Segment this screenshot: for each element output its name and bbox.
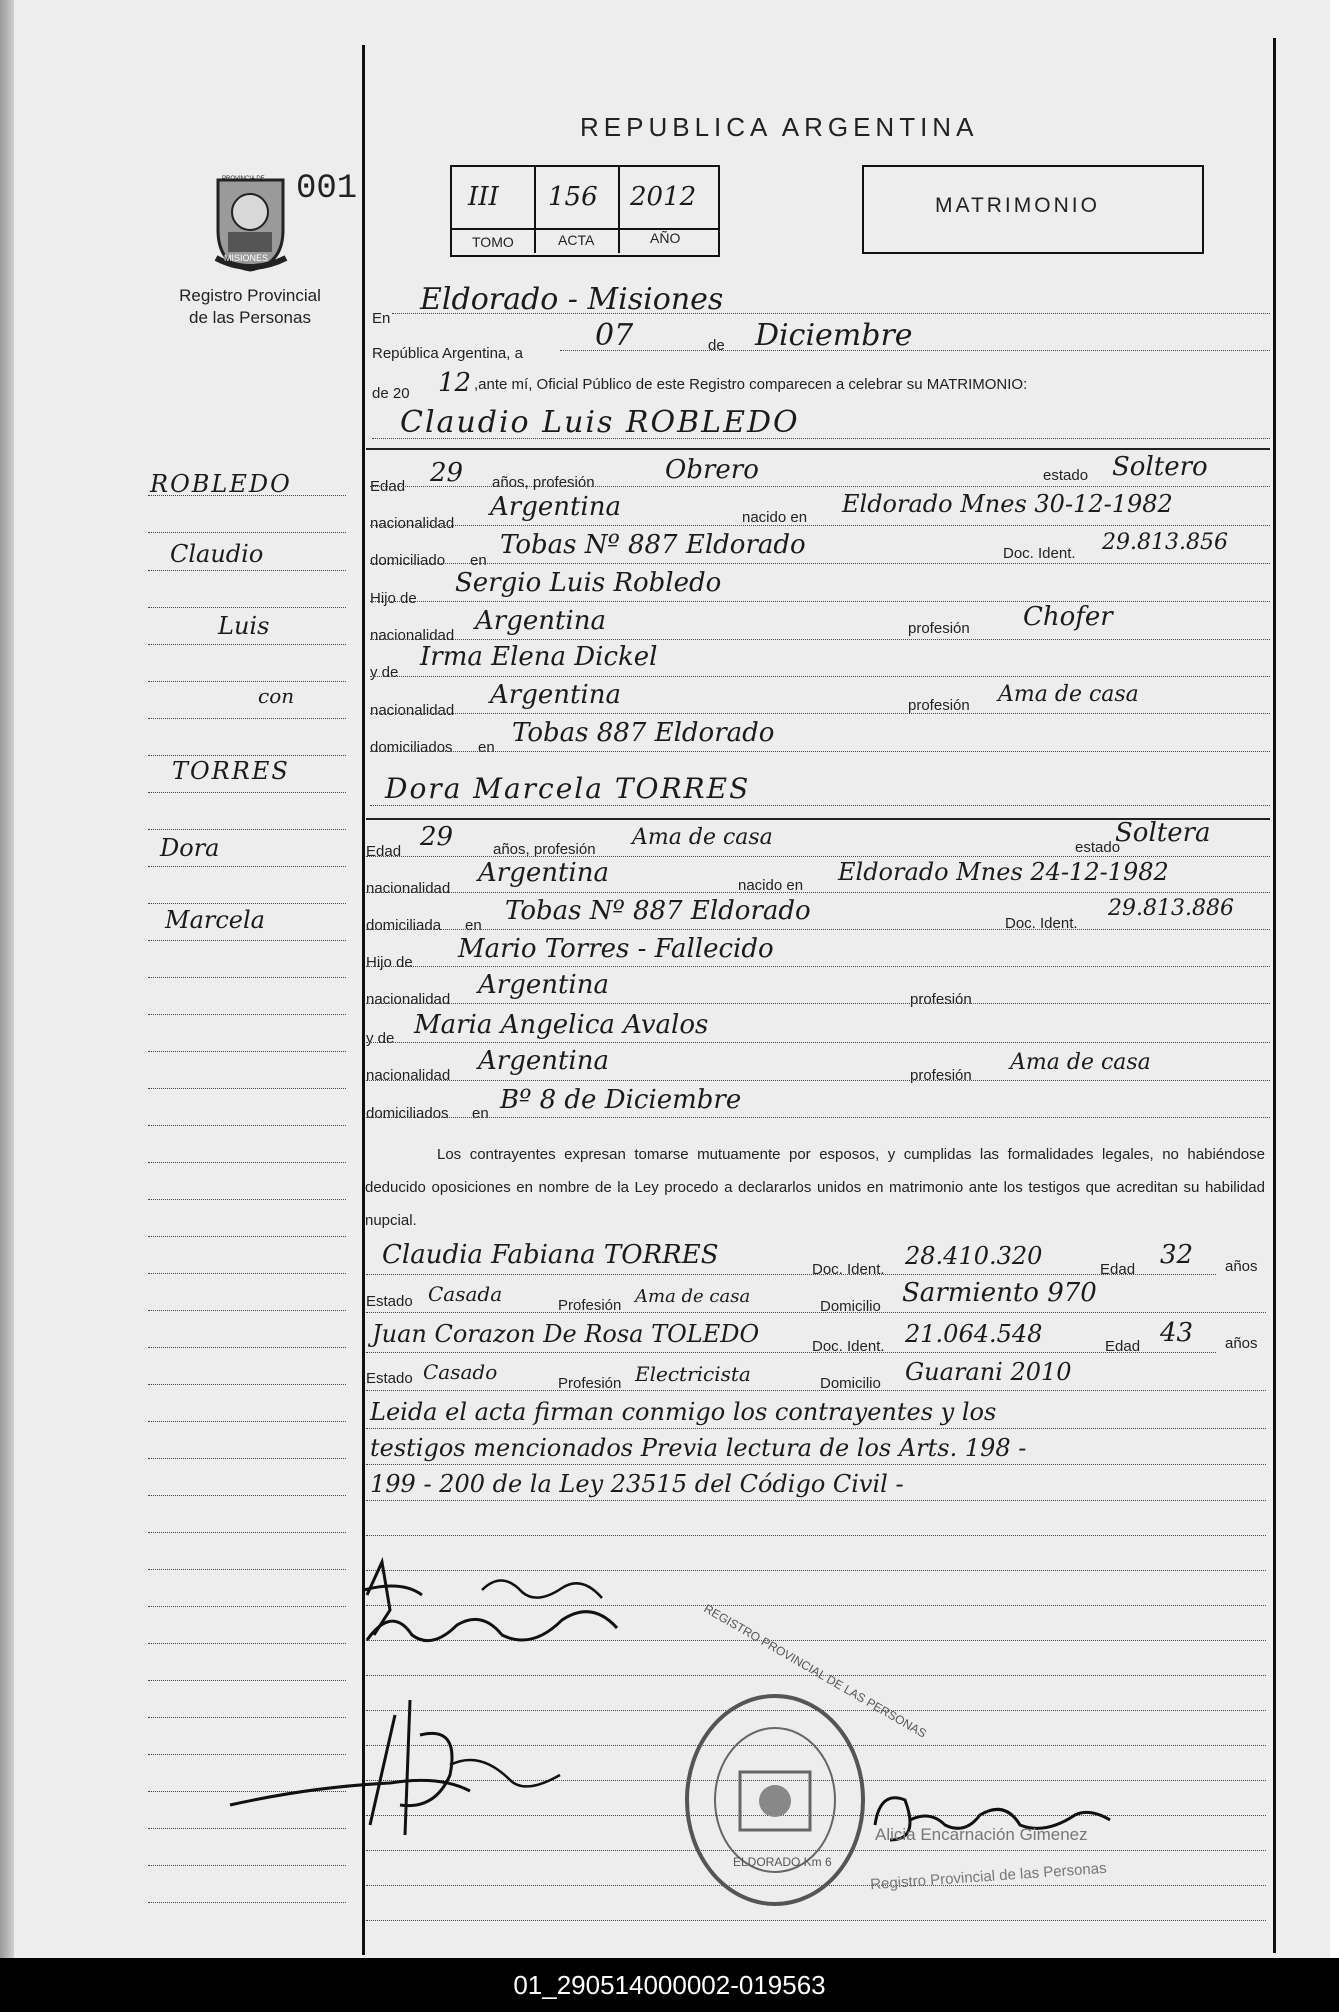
bride-age-label: Edad — [366, 843, 402, 860]
intro-statement: ,ante mí, Oficial Público de este Registro comparecen a celebrar su MATRIMONIO: — [474, 376, 1028, 393]
groom-row-1-line — [370, 486, 1270, 487]
de-label: de — [708, 337, 725, 354]
margin-rule — [148, 681, 346, 682]
margin-rule — [148, 1902, 346, 1903]
bride-row-1-line — [366, 856, 1270, 857]
margin-rule — [148, 1569, 346, 1570]
witness2-domicile: Guarani 2010 — [905, 1358, 1072, 1386]
ref-divider-2 — [618, 167, 620, 253]
right-border — [1273, 38, 1276, 1953]
year-suffix: 12 — [438, 368, 472, 398]
margin-given-name-1: Claudio — [170, 540, 264, 568]
margin-rule — [148, 1643, 346, 1644]
day-value: 07 — [595, 318, 634, 353]
binding-shadow — [0, 0, 14, 1958]
groom-row-6-line — [370, 676, 1270, 677]
groom-row-7-line — [370, 713, 1270, 714]
margin-rule — [148, 1236, 346, 1237]
closing-rule-2 — [366, 1464, 1266, 1465]
closing-rule-1 — [366, 1428, 1266, 1429]
registry-round-stamp-icon — [680, 1690, 870, 1910]
groom-status-label: estado — [1043, 467, 1089, 484]
officer-name: Alicia Encarnación Gimenez — [875, 1825, 1088, 1844]
bride-profession-label: años, profesión — [493, 841, 596, 858]
groom-profession-label: años, profesión — [492, 474, 595, 491]
margin-rule — [148, 644, 346, 645]
groom-doc: 29.813.856 — [1102, 530, 1228, 555]
registry-name: Registro Provincial de las Personas — [179, 286, 321, 327]
margin-rule — [148, 718, 346, 719]
bride-address-label: domiciliada — [366, 917, 442, 934]
seal-number: 001 — [296, 170, 358, 208]
margin-rule — [148, 1199, 346, 1200]
groom-row-3-line — [370, 563, 1270, 564]
groom-name: Claudio Luis ROBLEDO — [400, 405, 800, 440]
witness1-age: 32 — [1160, 1240, 1194, 1270]
margin-rule — [148, 1125, 346, 1126]
bride-mother-label: y de — [366, 1030, 395, 1047]
declaration-paragraph: Los contrayentes expresan tomarse mutuamente por esposos, y cumplidas las formalidades legales, no habiéndose deducido oposiciones en nombre de la Ley procedo a declararlos unidos en matrimonio ante los testigos que acreditan su habilidad nupcial. — [365, 1146, 1265, 1229]
closing-line-2: testigos mencionados Previa lectura de los Arts. 198 - — [370, 1434, 1027, 1462]
bride-nationality-label: nacionalidad — [366, 880, 451, 897]
bride-born: Eldorado Mnes 24-12-1982 — [838, 858, 1169, 886]
stamp-ring-text: REGISTRO PROVINCIAL DE LAS PERSONAS — [701, 1601, 929, 1741]
groom-age: 29 — [430, 458, 464, 488]
groom-name-line — [372, 438, 1270, 439]
scan-footer-id: 01_290514000002-019563 — [0, 1958, 1339, 2012]
margin-surname-groom: ROBLEDO — [150, 470, 292, 498]
witness1-domicile-label: Domicilio — [820, 1298, 881, 1315]
witness1-age-label: Edad — [1100, 1261, 1136, 1278]
acta-label: ACTA — [558, 232, 595, 248]
margin-rule — [148, 829, 346, 830]
closing-rule-3 — [366, 1500, 1266, 1501]
groom-row-8-line — [370, 751, 1270, 752]
place-value: Eldorado - Misiones — [420, 282, 724, 317]
witness2-domicile-label: Domicilio — [820, 1375, 881, 1392]
witness1-anos-label: años — [1225, 1258, 1258, 1275]
margin-rule — [148, 1495, 346, 1496]
bride-father: Mario Torres - Fallecido — [458, 934, 774, 964]
margin-rule — [148, 940, 346, 941]
witness1-doc-label: Doc. Ident. — [812, 1261, 885, 1278]
bride-mother-nationality-label: nacionalidad — [366, 1067, 451, 1084]
margin-rule — [148, 1310, 346, 1311]
bride-father-nationality-label: nacionalidad — [366, 991, 451, 1008]
groom-address-label: domiciliado — [370, 552, 446, 569]
place-line — [392, 313, 1270, 314]
margin-given-name-2: Luis — [218, 612, 270, 640]
bride-mother: Maria Angelica Avalos — [414, 1010, 709, 1040]
margin-rule — [148, 1421, 346, 1422]
bride-address: Tobas Nº 887 Eldorado — [505, 896, 811, 926]
ano-label: AÑO — [650, 230, 681, 246]
witness2-profession-label: Profesión — [558, 1375, 622, 1392]
margin-rule — [148, 1051, 346, 1052]
margin-divider — [362, 45, 365, 1955]
witness2-age: 43 — [1160, 1318, 1194, 1348]
year-prefix: de 20 — [372, 385, 410, 402]
bride-status: Soltera — [1115, 818, 1211, 848]
groom-profession: Obrero — [665, 455, 759, 485]
margin-rule — [148, 1384, 346, 1385]
witness1-profession-label: Profesión — [558, 1297, 622, 1314]
country-title: REPUBLICA ARGENTINA — [580, 112, 979, 142]
groom-mother-nationality-label: nacionalidad — [370, 702, 455, 719]
witness1-name: Claudia Fabiana TORRES — [382, 1240, 719, 1270]
date-line — [560, 350, 1270, 351]
groom-row-2-line — [370, 525, 1270, 526]
groom-mother-profession: Ama de casa — [998, 682, 1139, 707]
ref-divider-1 — [534, 167, 536, 253]
groom-father-nationality-label: nacionalidad — [370, 627, 455, 644]
groom-parents-address: Tobas 887 Eldorado — [512, 718, 775, 748]
margin-conjunction: con — [258, 684, 295, 708]
margin-rule — [148, 1014, 346, 1015]
groom-address: Tobas Nº 887 Eldorado — [500, 530, 806, 560]
margin-rule — [148, 1458, 346, 1459]
margin-rule — [148, 1532, 346, 1533]
margin-rule — [148, 866, 346, 867]
contracting-parties-signatures-icon — [362, 1550, 632, 1660]
groom-status: Soltero — [1112, 452, 1208, 482]
bride-name: Dora Marcela TORRES — [385, 772, 751, 805]
groom-father-profession-label: profesión — [908, 620, 970, 637]
groom-born-label: nacido en — [742, 509, 808, 526]
witness1-line-2 — [366, 1312, 1266, 1313]
groom-mother-label: y de — [370, 664, 399, 681]
bride-mother-profession-label: profesión — [910, 1067, 972, 1084]
groom-row-4-line — [370, 601, 1270, 602]
republica-label: República Argentina, a — [372, 345, 523, 362]
margin-rule — [148, 1865, 346, 1866]
margin-rule — [148, 903, 346, 904]
seal-top-text: PROVINCIA DE — [222, 176, 265, 182]
groom-section-rule — [366, 448, 1270, 450]
groom-nationality: Argentina — [490, 492, 621, 522]
margin-given-name-4: Marcela — [165, 906, 265, 934]
groom-mother-nationality: Argentina — [490, 680, 621, 710]
margin-rule — [148, 755, 346, 756]
bride-profession: Ama de casa — [632, 825, 773, 850]
witness2-name: Juan Corazon De Rosa TOLEDO — [372, 1320, 760, 1348]
record-type-label: MATRIMONIO — [935, 194, 1100, 217]
groom-nationality-label: nacionalidad — [370, 515, 455, 532]
bride-parents-address-en: en — [472, 1105, 489, 1122]
bride-born-label: nacido en — [738, 877, 804, 894]
groom-parents-address-label: domiciliados — [370, 739, 453, 756]
bride-doc: 29.813.886 — [1108, 896, 1234, 921]
tomo-label: TOMO — [472, 234, 514, 250]
bride-age: 29 — [420, 822, 454, 852]
blank-rule — [366, 1535, 1266, 1536]
groom-father-profession: Chofer — [1023, 602, 1113, 632]
bride-parents-address-label: domiciliados — [366, 1105, 449, 1122]
en-label: En — [372, 310, 391, 327]
bride-row-2-line — [366, 892, 1270, 893]
groom-address-en: en — [470, 552, 487, 569]
bride-mother-profession: Ama de casa — [1010, 1050, 1151, 1075]
bride-address-en: en — [465, 917, 482, 934]
margin-rule — [148, 977, 346, 978]
officer-title: Registro Provincial de las Personas — [869, 1859, 1108, 1894]
witness2-line-1 — [366, 1352, 1216, 1353]
closing-line-1: Leida el acta firman conmigo los contrayentes y los — [370, 1398, 997, 1426]
seal-bottom-text: MISIONES — [224, 253, 269, 263]
bride-parents-address: Bº 8 de Diciembre — [500, 1085, 742, 1115]
witness2-status-label: Estado — [366, 1370, 413, 1387]
witness2-anos-label: años — [1225, 1335, 1258, 1352]
closing-line-3: 199 - 200 de la Ley 23515 del Código Civil - — [370, 1470, 904, 1498]
bride-mother-nationality: Argentina — [478, 1046, 609, 1076]
witness1-domicile: Sarmiento 970 — [902, 1278, 1097, 1308]
witness2-status: Casado — [423, 1360, 498, 1384]
witness1-status-label: Estado — [366, 1293, 413, 1310]
margin-rule — [148, 1606, 346, 1607]
groom-parents-address-en: en — [478, 739, 495, 756]
groom-born: Eldorado Mnes 30-12-1982 — [842, 490, 1173, 518]
witness1-profession: Ama de casa — [635, 1286, 751, 1307]
margin-rule — [148, 1088, 346, 1089]
witness2-doc: 21.064.548 — [905, 1320, 1043, 1348]
witness1-line-1 — [366, 1274, 1216, 1275]
groom-mother-profession-label: profesión — [908, 697, 970, 714]
blank-rule — [366, 1920, 1266, 1921]
ano-value: 2012 — [630, 182, 697, 212]
groom-age-label: Edad — [370, 478, 406, 495]
witness2-age-label: Edad — [1105, 1338, 1141, 1355]
groom-father-label: Hijo de — [370, 590, 417, 607]
groom-father: Sergio Luis Robledo — [455, 568, 722, 598]
witness-signature-icon — [220, 1695, 580, 1845]
bride-nationality: Argentina — [478, 858, 609, 888]
witness1-doc: 28.410.320 — [905, 1242, 1043, 1270]
bride-row-3-line — [366, 929, 1270, 930]
bride-row-6-line — [366, 1042, 1270, 1043]
bride-row-8-line — [366, 1117, 1270, 1118]
witness2-line-2 — [366, 1390, 1266, 1391]
month-value: Diciembre — [755, 318, 913, 353]
bride-row-4-line — [366, 966, 1270, 967]
margin-rule — [148, 607, 346, 608]
margin-rule — [148, 1273, 346, 1274]
groom-doc-label: Doc. Ident. — [1003, 545, 1076, 562]
stamp-inner-text: ELDORADO Km 6 — [733, 1855, 832, 1869]
tomo-value: III — [468, 182, 499, 212]
margin-rule — [148, 1680, 346, 1681]
witness2-doc-label: Doc. Ident. — [812, 1338, 885, 1355]
bride-doc-label: Doc. Ident. — [1005, 915, 1078, 932]
margin-given-name-3: Dora — [160, 834, 220, 862]
bride-name-line — [370, 805, 1270, 806]
bride-father-profession-label: profesión — [910, 991, 972, 1008]
witness1-status: Casada — [428, 1282, 503, 1306]
bride-father-label: Hijo de — [366, 954, 413, 971]
bride-row-7-line — [366, 1080, 1270, 1081]
bride-row-5-line — [366, 1003, 1270, 1004]
margin-surname-bride: TORRES — [172, 757, 290, 785]
groom-row-5-line — [370, 639, 1270, 640]
groom-mother: Irma Elena Dickel — [420, 642, 658, 672]
margin-rule — [148, 1347, 346, 1348]
bride-status-label: estado — [1075, 839, 1121, 856]
margin-rule — [148, 570, 346, 571]
bride-father-nationality: Argentina — [478, 970, 609, 1000]
margin-rule — [148, 1162, 346, 1163]
witness2-profession: Electricista — [635, 1362, 751, 1386]
groom-father-nationality: Argentina — [475, 606, 606, 636]
margin-rule — [148, 532, 346, 533]
acta-value: 156 — [548, 182, 598, 212]
margin-rule — [148, 792, 346, 793]
